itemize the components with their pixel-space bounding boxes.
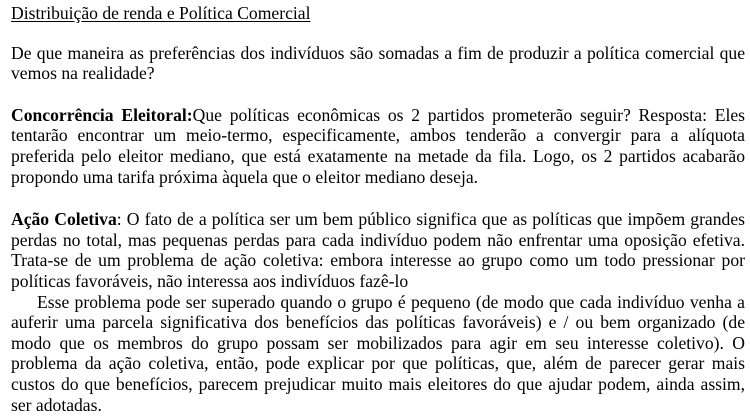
intro-question: De que maneira as preferências dos indivíduos são somadas a fim de produzir a política comercial que vemos na realidade?: [11, 42, 745, 84]
acao-coletiva-continuation: Esse problema pode ser superado quando o grupo é pequeno (de modo que cada indivíduo venha a auferir uma parcela significativa dos benefícios das políticas favoráveis) e / ou bem organizado (de modo que os membros do grupo possam ser mobilizados para agir em seu interesse coletivo). O problema da ação coletiva, então, pode explicar por que políticas, que, além de parecer gerar mais custos do que benefícios, parecem prejudicar muito mais eleitores do que ajudar podem, ainda assim, ser adotadas.: [11, 291, 745, 415]
concorrencia-eleitoral-heading: Concorrência Eleitoral:: [11, 104, 193, 125]
acao-coletiva-text: : O fato de a política ser um bem público significa que as políticas que impõem grandes perdas no total, mas pequenas perdas para cada indivíduo podem não enfrentar uma oposição efetiva. Trata-se de um problema de ação coletiva: embora interesse ao grupo como um todo pressionar por políticas favoráveis, não interessa aos indivíduos fazê-lo: [11, 209, 745, 291]
acao-coletiva-heading: Ação Coletiva: [11, 209, 117, 230]
document-title: Distribuição de renda e Política Comercial: [11, 3, 311, 23]
document-page: [11, 0, 745, 415]
acao-coletiva-paragraph: [11, 209, 745, 291]
concorrencia-eleitoral-text: Que políticas econômicas os 2 partidos prometerão seguir? Resposta: Eles tentarão encontrar um meio-termo, especificamente, ambos tenderão a convergir para a alíquota preferida pelo eleitor mediano, que está exatamente na metade da fila. Logo, os 2 partidos acabarão propondo uma tarifa próxima àquela que o eleitor mediano deseja.: [11, 104, 745, 187]
concorrencia-eleitoral-paragraph: [11, 105, 745, 187]
